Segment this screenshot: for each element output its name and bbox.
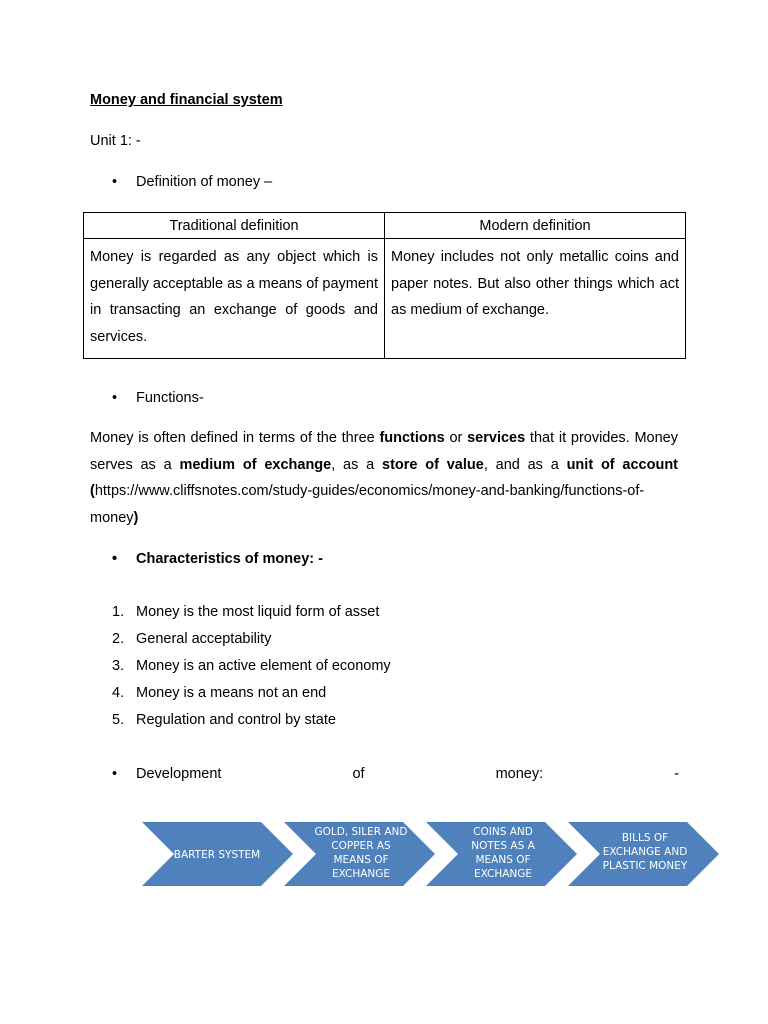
list-item	[112, 626, 391, 653]
table-cell-traditional: Money is regarded as any object which is generally acceptable as a means of payment in transacting an exchange of goods and services.	[84, 239, 385, 359]
list-text: General acceptability	[136, 631, 272, 647]
list-text: Regulation and control by state	[136, 712, 336, 728]
flow-step-label: EXCHANGE	[473, 868, 533, 880]
bold-term: medium of exchange	[179, 456, 332, 473]
list-number: 1.	[112, 604, 125, 620]
flow-step-label: GOLD, SILER AND	[314, 826, 408, 838]
bullet-icon: •	[112, 390, 118, 406]
list-text: Money is an active element of economy	[136, 658, 391, 674]
list-text: Money is a means not an end	[136, 685, 327, 701]
flow-step-label: COINS AND	[473, 826, 533, 838]
source-link[interactable]: https://www.cliffsnotes.com/study-guides/economics/money-and-banking/functions-of-money	[90, 483, 645, 526]
money-development-flow	[138, 820, 728, 888]
flow-step-gold-silver-copper	[284, 822, 435, 886]
table-header-traditional: Traditional definition	[84, 213, 385, 239]
paragraph-text: , and as a	[483, 456, 567, 473]
flow-step-label: NOTES AS A	[471, 840, 535, 852]
list-text: Money is the most liquid form of asset	[136, 604, 380, 620]
functions-paragraph	[90, 425, 678, 531]
flow-step-coins-notes	[426, 822, 577, 886]
list-number: 3.	[112, 658, 125, 674]
unit-label: Unit 1: -	[90, 133, 141, 149]
paragraph-text: or	[444, 430, 468, 446]
list-number: 4.	[112, 685, 125, 701]
list-item	[112, 707, 391, 734]
flow-step-bills-plastic	[568, 822, 719, 886]
development-word: of	[352, 766, 365, 782]
paren-close: )	[133, 509, 139, 526]
development-word: -	[674, 766, 679, 782]
characteristics-list	[112, 599, 391, 734]
development-word: Development	[136, 766, 222, 782]
paragraph-text: that it provides. Money serves as a	[90, 430, 678, 473]
list-number: 5.	[112, 712, 125, 728]
paragraph-text: , as a	[331, 456, 382, 473]
document-title: Money and financial system	[90, 92, 283, 108]
flow-step-label: BILLS OF	[621, 832, 669, 844]
paren-open: (	[90, 483, 95, 499]
table-cell-modern: Money includes not only metallic coins and paper notes. But also other things which act as medium of exchange.	[385, 239, 686, 359]
definition-heading: Definition of money –	[136, 174, 273, 190]
bullet-icon: •	[112, 766, 118, 782]
flow-step-barter	[142, 822, 293, 886]
list-item	[112, 680, 391, 707]
bold-term: functions	[379, 430, 445, 446]
list-item	[112, 653, 391, 680]
flow-step-label: BARTER SYSTEM	[173, 849, 261, 861]
flow-step-label: EXCHANGE AND	[602, 846, 688, 858]
development-heading	[136, 766, 679, 782]
flow-step-label: COPPER AS	[331, 840, 391, 852]
characteristics-heading: Characteristics of money: -	[136, 551, 323, 567]
table-header-modern: Modern definition	[385, 213, 686, 239]
bold-term: store of value	[382, 456, 484, 473]
flow-step-label: EXCHANGE	[331, 868, 391, 880]
list-number: 2.	[112, 631, 125, 647]
paragraph-text: Money is often defined in terms of the three	[90, 430, 380, 446]
list-item	[112, 599, 391, 626]
development-word: money:	[495, 766, 544, 782]
functions-heading: Functions-	[136, 390, 204, 406]
flow-step-label: PLASTIC MONEY	[602, 860, 688, 872]
bold-term: unit of account	[566, 456, 679, 473]
bold-term: services	[467, 430, 526, 446]
flow-step-label: MEANS OF	[475, 854, 531, 866]
flow-step-label: MEANS OF	[333, 854, 389, 866]
definition-table	[83, 212, 686, 359]
bullet-icon: •	[112, 174, 118, 190]
bullet-icon: •	[112, 551, 118, 567]
